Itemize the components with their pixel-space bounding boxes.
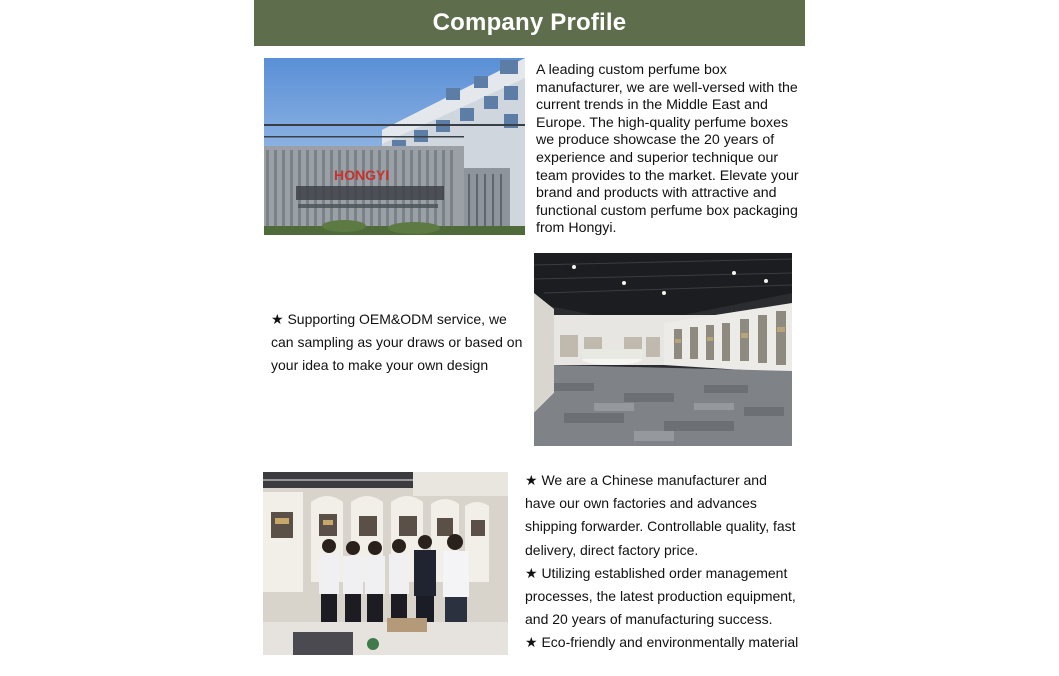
- advantage-bullet-3: ★ Eco-friendly and environmentally material: [525, 634, 799, 651]
- advantages-list: [525, 469, 800, 655]
- team-exhibition-photo: [263, 472, 508, 655]
- advantage-bullet-1: ★ We are a Chinese manufacturer and have our own factories and advances shipping forwarder. Controllable quality, fast delivery, direct factory price.: [525, 472, 796, 558]
- title-banner: [254, 0, 805, 46]
- oem-odm-text: [271, 308, 529, 377]
- company-sign-text: HONGYI: [334, 167, 390, 183]
- advantage-bullet-2: ★ Utilizing established order management processes, the latest production equipment, and 20 years of manufacturing success.: [525, 564, 796, 628]
- company-intro-text: A leading custom perfume box manufacturer, we are well-versed with the current trends in the Middle East and Europe. The high-quality perfume boxes we produce showcase the 20 years of experience and superior technique our team provides to the market. Elevate your brand and products with attractive and functional custom perfume box packaging from Hongyi.: [536, 62, 799, 237]
- oem-odm-bullet: ★ Supporting OEM&ODM service, we can sampling as your draws or based on your idea to make your own design: [271, 311, 523, 373]
- showroom-photo: [534, 253, 792, 446]
- page-title: Company Profile: [432, 9, 627, 36]
- factory-building-photo: [264, 58, 525, 235]
